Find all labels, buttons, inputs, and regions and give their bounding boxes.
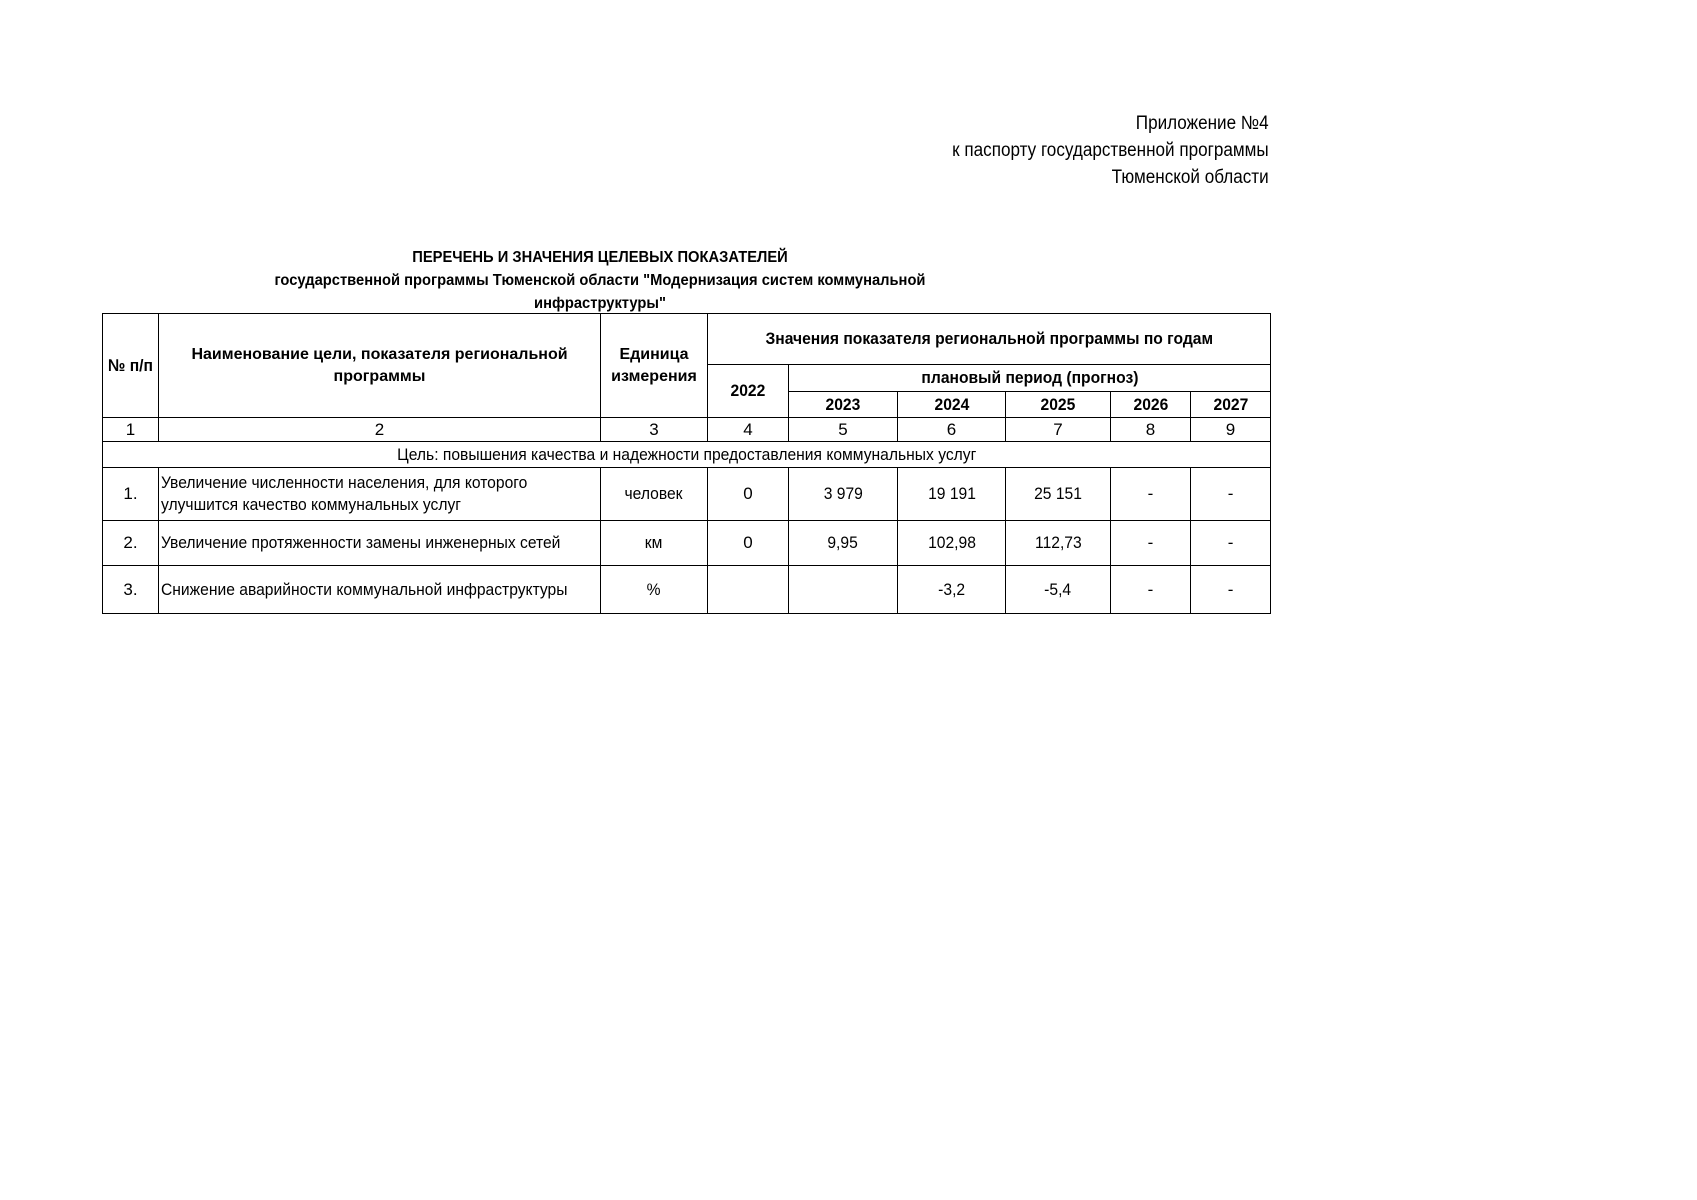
header-row-1 (103, 314, 1271, 365)
indicators-table (102, 313, 1271, 614)
column-numbers-row (103, 418, 1271, 442)
row-value: - (1111, 521, 1191, 566)
appendix-note (952, 110, 1269, 191)
row-num: 2. (103, 521, 159, 566)
header-num: № п/п (103, 314, 159, 418)
row-value: 19 191 (898, 468, 1006, 521)
row-value: -3,2 (898, 566, 1006, 614)
row-value: 0 (708, 521, 789, 566)
header-year-2025: 2025 (1006, 392, 1111, 418)
row-num: 1. (103, 468, 159, 521)
table-row (103, 468, 1271, 521)
col-number: 8 (1111, 418, 1191, 442)
row-value: - (1111, 468, 1191, 521)
header-name: Наименование цели, показателя региональной программы (159, 314, 601, 418)
appendix-line-1: Приложение №4 (1136, 113, 1269, 134)
title-line-1: ПЕРЕЧЕНЬ И ЗНАЧЕНИЯ ЦЕЛЕВЫХ ПОКАЗАТЕЛЕЙ (412, 249, 788, 266)
col-number: 9 (1191, 418, 1271, 442)
appendix-line-3: Тюменской области (1111, 167, 1269, 188)
header-year-2024: 2024 (898, 392, 1006, 418)
row-value: 25 151 (1006, 468, 1111, 521)
row-value (789, 566, 898, 614)
header-values: Значения показателя региональной программы по годам (708, 314, 1271, 365)
row-value: 9,95 (789, 521, 898, 566)
row-name: Увеличение численности населения, для которого улучшится качество коммунальных услуг (159, 468, 601, 521)
row-value: 0 (708, 468, 789, 521)
table-row (103, 566, 1271, 614)
row-unit: % (601, 566, 708, 614)
col-number: 1 (103, 418, 159, 442)
header-year-2027: 2027 (1191, 392, 1271, 418)
col-number: 3 (601, 418, 708, 442)
header-unit: Единица измерения (601, 314, 708, 418)
appendix-line-2: к паспорту государственной программы (952, 140, 1269, 161)
goal-row (103, 442, 1271, 468)
row-unit: человек (601, 468, 708, 521)
goal-text: Цель: повышения качества и надежности предоставления коммунальных услуг (103, 442, 1271, 468)
row-name: Увеличение протяженности замены инженерных сетей (159, 521, 601, 566)
row-unit: км (601, 521, 708, 566)
header-planned-period: плановый период (прогноз) (789, 365, 1271, 392)
col-number: 6 (898, 418, 1006, 442)
row-name: Снижение аварийности коммунальной инфраструктуры (159, 566, 601, 614)
col-number: 5 (789, 418, 898, 442)
document-title (214, 246, 987, 315)
header-year-2026: 2026 (1111, 392, 1191, 418)
title-line-2: государственной программы Тюменской области "Модернизация систем коммунальной инфраструктуры" (274, 272, 926, 312)
row-num: 3. (103, 566, 159, 614)
row-value: - (1191, 468, 1271, 521)
header-year-2022: 2022 (708, 365, 789, 418)
col-number: 4 (708, 418, 789, 442)
row-value (708, 566, 789, 614)
row-value: 3 979 (789, 468, 898, 521)
col-number: 7 (1006, 418, 1111, 442)
row-value: -5,4 (1006, 566, 1111, 614)
row-value: - (1111, 566, 1191, 614)
row-value: 112,73 (1006, 521, 1111, 566)
row-value: 102,98 (898, 521, 1006, 566)
col-number: 2 (159, 418, 601, 442)
row-value: - (1191, 566, 1271, 614)
header-year-2023: 2023 (789, 392, 898, 418)
row-value: - (1191, 521, 1271, 566)
table-row (103, 521, 1271, 566)
